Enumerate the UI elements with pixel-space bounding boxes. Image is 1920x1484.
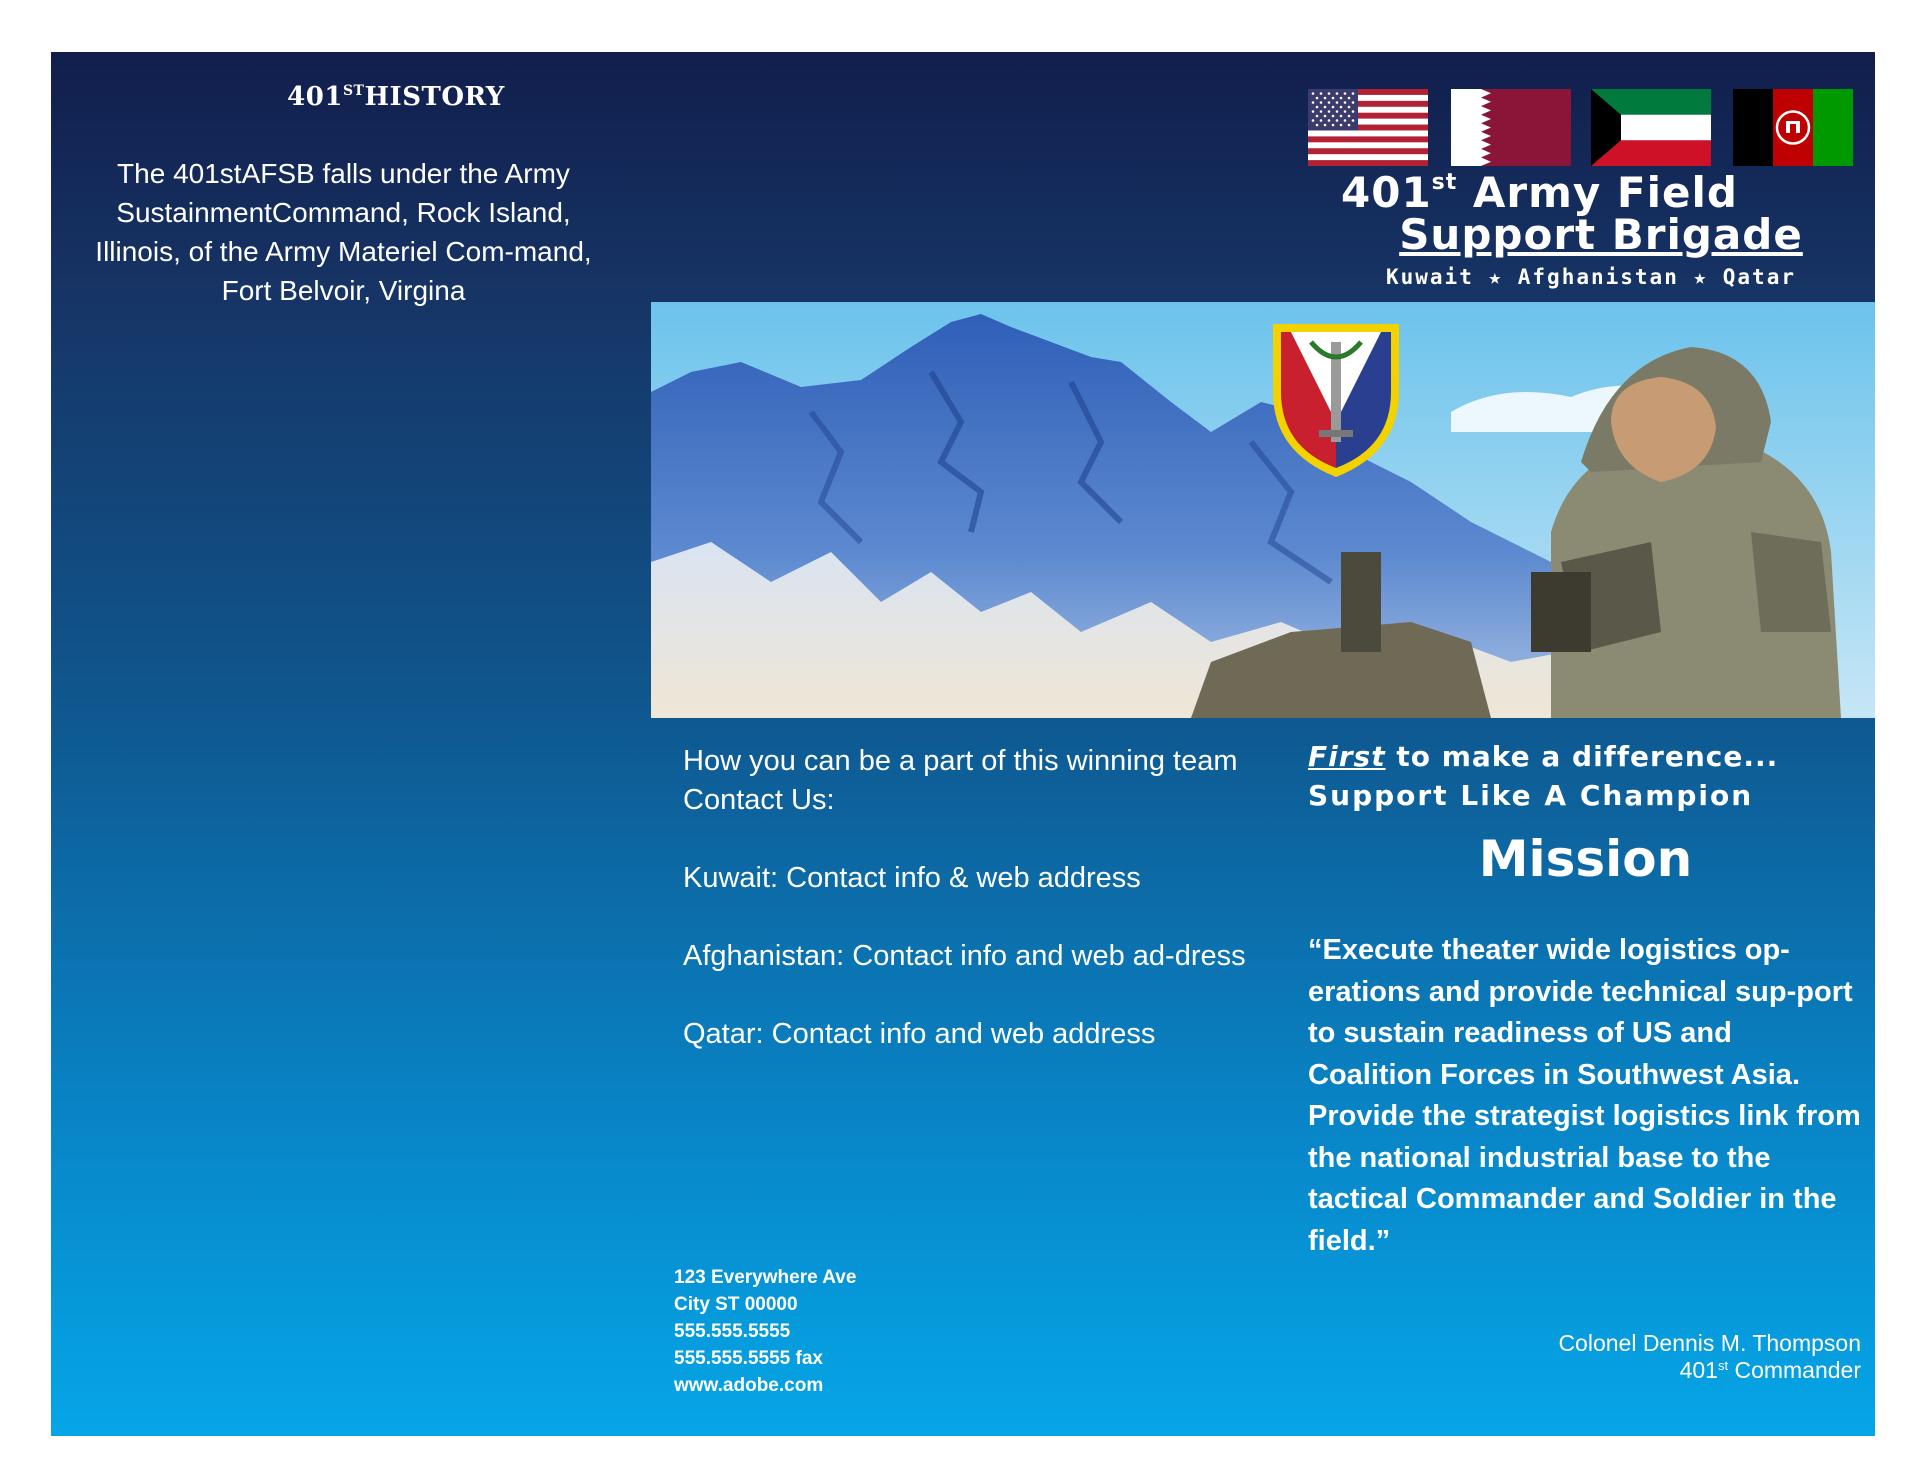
address-fax: 555.555.5555 fax (674, 1348, 823, 1369)
history-body: The 401stAFSB falls under the Army SustainmentCommand, Rock Island, Illinois, of the Army Materiel Com-mand, Fort Belvoir, Virgina (95, 158, 592, 306)
history-title: 401STHISTORY (287, 82, 505, 112)
tagline-line2: Support Like A Champion (1308, 779, 1754, 812)
tagline-line1: First to make a difference... (1308, 740, 1779, 773)
contact-qatar: Qatar: Contact info and web address (683, 1018, 1156, 1050)
address-city: City ST 00000 (674, 1294, 798, 1315)
contact-us-label: Contact Us: (683, 784, 835, 816)
address-web[interactable]: www.adobe.com (674, 1375, 824, 1396)
address-block (674, 1264, 974, 1399)
kuwait-flag-icon (1591, 89, 1711, 166)
contact-afghanistan: Afghanistan: Contact info and web ad-dress (683, 940, 1246, 972)
brigade-locations: Kuwait ★ Afghanistan ★ Qatar (1385, 265, 1796, 289)
brochure-panel (51, 52, 1875, 1436)
contact-section (683, 742, 1263, 1054)
mission-statement: “Execute theater wide logistics op-erations and provide technical sup-port to sustain readiness of US and Coalition Forces in Southwest Asia. Provide the strategist logistics link from the national industrial base to the tactical Commander and Soldier in the field.” (1308, 934, 1861, 1257)
brigade-title-line1: 401st Army Field (1341, 168, 1738, 217)
brigade-title-line2: Support Brigade (1399, 210, 1803, 259)
qatar-flag-icon (1451, 89, 1571, 166)
signature-title: 401st Commander (1679, 1357, 1861, 1383)
signature-name: Colonel Dennis M. Thompson (1558, 1330, 1861, 1356)
contact-intro: How you can be a part of this winning team (683, 745, 1238, 777)
us-flag-icon (1308, 89, 1428, 166)
address-street: 123 Everywhere Ave (674, 1267, 857, 1288)
afghanistan-flag-icon (1733, 89, 1853, 166)
signature-block (1451, 1330, 1861, 1387)
address-phone: 555.555.5555 (674, 1321, 791, 1342)
contact-kuwait: Kuwait: Contact info & web address (683, 862, 1141, 894)
mission-heading: Mission (1478, 830, 1693, 888)
hero-illustration (651, 302, 1875, 718)
